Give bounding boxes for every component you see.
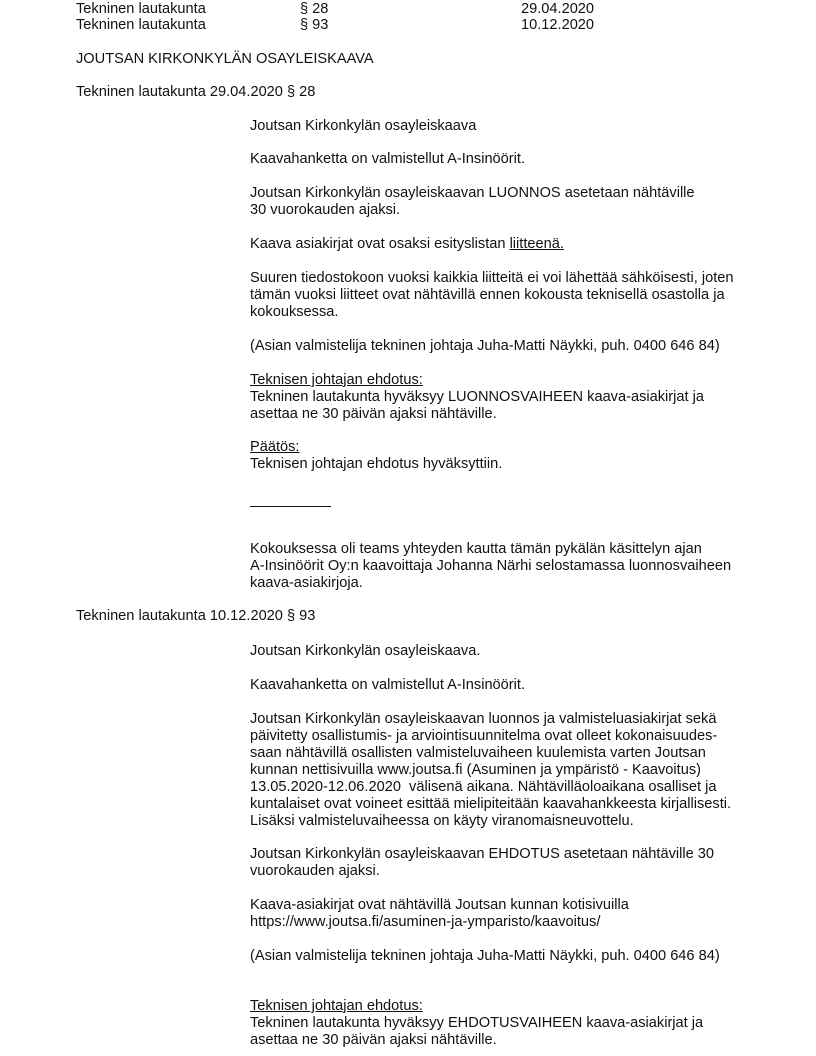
meeting2-history-line: kunnan nettisivuilla www.joutsa.fi (Asuminen ja ympäristö - Kaavoitus) [250, 762, 701, 778]
meeting2-display-line: vuorokauden ajaksi. [250, 863, 380, 879]
meeting2-display-line: Joutsan Kirkonkylän osayleiskaavan EHDOTUS asetetaan nähtäville 30 [250, 846, 715, 862]
header-board-1: Tekninen lautakunta [76, 1, 206, 17]
meeting2-proposal-label: Teknisen johtajan ehdotus: [250, 998, 423, 1014]
meeting1-size-line: Suuren tiedostokoon vuoksi kaikkia liitteitä ei voi lähettää sähköisesti, joten [250, 270, 734, 286]
header-section-1: § 28 [300, 1, 329, 17]
attachment-text: Kaava asiakirjat ovat osaksi esityslistan [250, 236, 510, 252]
meeting1-proposal-line: Tekninen lautakunta hyväksyy LUONNOSVAIHEEN kaava-asiakirjat ja [250, 389, 704, 405]
meeting2-history-line: saan nähtävillä osallisten valmisteluvaiheen kuulemista varten Joutsan [250, 745, 706, 761]
meeting1-heading: Tekninen lautakunta 29.04.2020 § 28 [76, 84, 316, 100]
meeting1-draft-line: Joutsan Kirkonkylän osayleiskaavan LUONNOS asetetaan nähtäville [250, 185, 695, 201]
meeting1-note-line: A-Insinöörit Oy:n kaavoittaja Johanna Närhi selostamassa luonnosvaiheen [250, 558, 732, 574]
document-title: JOUTSAN KIRKONKYLÄN OSAYLEISKAAVA [76, 51, 374, 67]
meeting1-preparer: (Asian valmistelija tekninen johtaja Juha-Matti Näykki, puh. 0400 646 84) [250, 338, 720, 354]
meeting1-note-line: Kokouksessa oli teams yhteyden kautta tämän pykälän käsittelyn ajan [250, 541, 702, 557]
meeting1-subject: Joutsan Kirkonkylän osayleiskaava [250, 118, 477, 134]
meeting2-subject: Joutsan Kirkonkylän osayleiskaava. [250, 643, 481, 659]
meeting1-proposal-label: Teknisen johtajan ehdotus: [250, 372, 423, 388]
meeting1-draft-line: 30 vuorokauden ajaksi. [250, 202, 401, 218]
header-board-2: Tekninen lautakunta [76, 17, 206, 33]
meeting2-history-line: Joutsan Kirkonkylän osayleiskaavan luonnos ja valmisteluasiakirjat sekä [250, 711, 717, 727]
meeting1-proposal-line: asettaa ne 30 päivän ajaksi nähtäville. [250, 406, 497, 422]
meeting2-proposal-line: Tekninen lautakunta hyväksyy EHDOTUSVAIHEEN kaava-asiakirjat ja [250, 1015, 704, 1031]
meeting2-preparer: (Asian valmistelija tekninen johtaja Juha-Matti Näykki, puh. 0400 646 84) [250, 948, 720, 964]
meeting2-proposal-line: asettaa ne 30 päivän ajaksi nähtäville. [250, 1032, 497, 1048]
meeting2-docs-line: Kaava-asiakirjat ovat nähtävillä Joutsan kunnan kotisivuilla [250, 897, 629, 913]
header-date-2: 10.12.2020 [521, 17, 595, 33]
meeting1-decision: Teknisen johtajan ehdotus hyväksyttiin. [250, 456, 503, 472]
header-date-1: 29.04.2020 [521, 1, 595, 17]
meeting1-attachment-paragraph [250, 236, 564, 253]
meeting1-decision-label: Päätös: [250, 439, 300, 455]
meeting1-note-line: kaava-asiakirjoja. [250, 575, 363, 591]
meeting2-prepared: Kaavahanketta on valmistellut A-Insinöörit. [250, 677, 526, 693]
meeting1-size-line: tämän vuoksi liitteet ovat nähtävillä ennen kokousta teknisellä osastolla ja [250, 287, 725, 303]
meeting2-history-line: päivitetty osallistumis- ja arviointisuunnitelma ovat olleet kokonaisuudes- [250, 728, 718, 744]
attachment-link[interactable]: liitteenä. [509, 236, 564, 252]
meeting2-docs-url[interactable]: https://www.joutsa.fi/asuminen-ja-ymparisto/kaavoitus/ [250, 914, 601, 930]
meeting2-history-line: Lisäksi valmisteluvaiheessa on käyty viranomaisneuvottelu. [250, 813, 634, 829]
meeting2-history-line: kuntalaiset ovat voineet esittää mielipiteitään kaavahankkeesta kirjallisesti. [250, 796, 732, 812]
meeting1-size-line: kokouksessa. [250, 304, 339, 320]
meeting2-history-line: 13.05.2020-12.06.2020 välisenä aikana. Nähtävilläoloaikana osalliset ja [250, 779, 717, 795]
header-section-2: § 93 [300, 17, 329, 33]
meeting1-prepared: Kaavahanketta on valmistellut A-Insinöörit. [250, 151, 526, 167]
meeting2-heading: Tekninen lautakunta 10.12.2020 § 93 [76, 608, 316, 624]
separator-line [250, 506, 331, 507]
